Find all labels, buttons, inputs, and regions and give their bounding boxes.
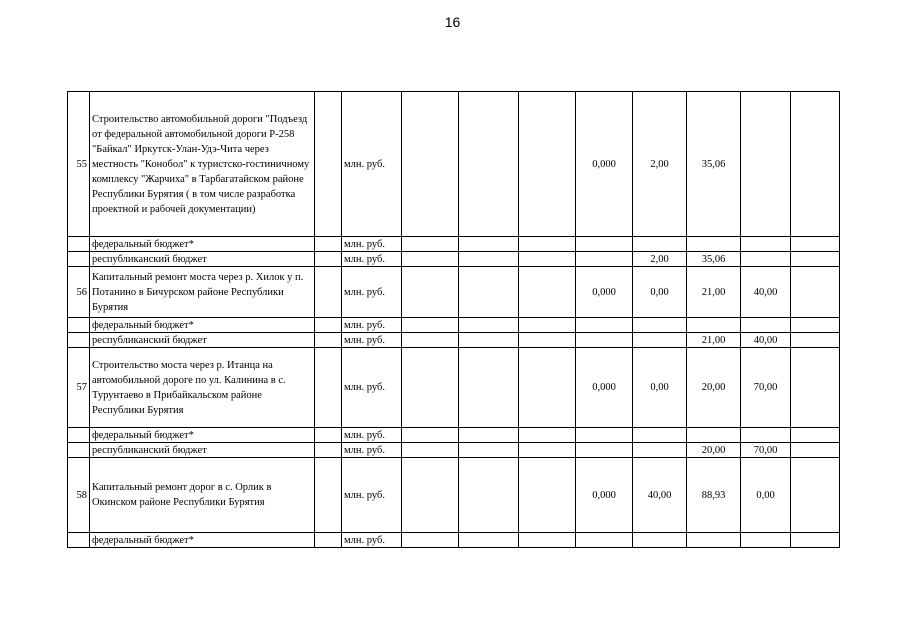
value-cell: [576, 533, 633, 548]
unit-cell: млн. руб.: [342, 267, 402, 318]
value-cell: [402, 267, 459, 318]
value-cell: [402, 237, 459, 252]
value-cell: 21,00: [687, 267, 741, 318]
value-cell: [519, 237, 576, 252]
item-row: [68, 458, 840, 533]
row-name-cell: республиканский бюджет: [90, 333, 315, 348]
value-cell: [459, 267, 519, 318]
empty-cell: [315, 458, 342, 533]
item-row: [68, 267, 840, 318]
item-row: [68, 348, 840, 428]
value-cell: [633, 443, 687, 458]
value-cell: [402, 533, 459, 548]
value-cell: [519, 252, 576, 267]
budget-table: [67, 91, 840, 548]
value-cell: [741, 92, 791, 237]
value-cell: [791, 237, 840, 252]
row-name-cell: Капитальный ремонт моста через р. Хилок у п. Потанино в Бичурском районе Республики Бурятия: [90, 267, 315, 318]
value-cell: [459, 428, 519, 443]
value-cell: [791, 533, 840, 548]
value-cell: [741, 318, 791, 333]
unit-cell: млн. руб.: [342, 458, 402, 533]
value-cell: [687, 237, 741, 252]
value-cell: 0,00: [633, 267, 687, 318]
empty-cell: [315, 443, 342, 458]
row-number-cell: 56: [68, 267, 90, 318]
unit-cell: млн. руб.: [342, 443, 402, 458]
unit-cell: млн. руб.: [342, 318, 402, 333]
value-cell: [741, 237, 791, 252]
row-name-cell: федеральный бюджет*: [90, 428, 315, 443]
value-cell: [791, 443, 840, 458]
value-cell: [791, 267, 840, 318]
value-cell: [633, 533, 687, 548]
value-cell: [459, 443, 519, 458]
row-name-cell: республиканский бюджет: [90, 252, 315, 267]
empty-cell: [315, 267, 342, 318]
value-cell: [402, 333, 459, 348]
row-number-cell: [68, 252, 90, 267]
value-cell: [741, 533, 791, 548]
value-cell: [459, 237, 519, 252]
value-cell: 0,00: [633, 348, 687, 428]
value-cell: [402, 318, 459, 333]
value-cell: 35,06: [687, 92, 741, 237]
value-cell: [519, 92, 576, 237]
unit-cell: млн. руб.: [342, 237, 402, 252]
value-cell: [459, 318, 519, 333]
budget-source-row: [68, 237, 840, 252]
value-cell: [633, 333, 687, 348]
value-cell: [791, 92, 840, 237]
value-cell: [459, 252, 519, 267]
row-number-cell: [68, 237, 90, 252]
value-cell: [741, 252, 791, 267]
empty-cell: [315, 237, 342, 252]
value-cell: [576, 428, 633, 443]
value-cell: 20,00: [687, 443, 741, 458]
value-cell: [791, 428, 840, 443]
value-cell: 21,00: [687, 333, 741, 348]
value-cell: [519, 533, 576, 548]
value-cell: [459, 92, 519, 237]
value-cell: 40,00: [741, 267, 791, 318]
value-cell: [402, 443, 459, 458]
value-cell: [687, 533, 741, 548]
empty-cell: [315, 533, 342, 548]
value-cell: 0,000: [576, 92, 633, 237]
page-number: 16: [444, 14, 461, 30]
budget-source-row: [68, 533, 840, 548]
row-name-cell: федеральный бюджет*: [90, 533, 315, 548]
value-cell: 40,00: [741, 333, 791, 348]
value-cell: [519, 333, 576, 348]
row-name-cell: Строительство моста через р. Итанца на автомобильной дороге по ул. Калинина в с. Турунтаево в Прибайкальском районе Республики Бурятия: [90, 348, 315, 428]
value-cell: [519, 428, 576, 443]
value-cell: 0,000: [576, 458, 633, 533]
value-cell: [687, 428, 741, 443]
value-cell: [576, 443, 633, 458]
row-number-cell: 57: [68, 348, 90, 428]
empty-cell: [315, 428, 342, 443]
value-cell: [791, 458, 840, 533]
value-cell: [791, 252, 840, 267]
value-cell: 70,00: [741, 443, 791, 458]
budget-source-row: [68, 252, 840, 267]
empty-cell: [315, 333, 342, 348]
budget-source-row: [68, 443, 840, 458]
value-cell: [402, 458, 459, 533]
value-cell: 88,93: [687, 458, 741, 533]
value-cell: [459, 533, 519, 548]
value-cell: 35,06: [687, 252, 741, 267]
value-cell: 70,00: [741, 348, 791, 428]
value-cell: [633, 237, 687, 252]
value-cell: 2,00: [633, 252, 687, 267]
row-number-cell: 55: [68, 92, 90, 237]
row-number-cell: [68, 443, 90, 458]
unit-cell: млн. руб.: [342, 92, 402, 237]
value-cell: 0,000: [576, 348, 633, 428]
value-cell: [576, 318, 633, 333]
budget-source-row: [68, 333, 840, 348]
value-cell: [633, 318, 687, 333]
empty-cell: [315, 348, 342, 428]
value-cell: 2,00: [633, 92, 687, 237]
budget-source-row: [68, 428, 840, 443]
value-cell: [519, 318, 576, 333]
empty-cell: [315, 318, 342, 333]
value-cell: [791, 348, 840, 428]
value-cell: [459, 333, 519, 348]
value-cell: 0,000: [576, 267, 633, 318]
value-cell: [519, 443, 576, 458]
row-name-cell: республиканский бюджет: [90, 443, 315, 458]
empty-cell: [315, 92, 342, 237]
value-cell: [633, 428, 687, 443]
value-cell: [576, 333, 633, 348]
row-name-cell: Капитальный ремонт дорог в с. Орлик в Окинском районе Республики Бурятия: [90, 458, 315, 533]
row-number-cell: 58: [68, 458, 90, 533]
value-cell: 0,00: [741, 458, 791, 533]
value-cell: [402, 348, 459, 428]
unit-cell: млн. руб.: [342, 533, 402, 548]
unit-cell: млн. руб.: [342, 348, 402, 428]
unit-cell: млн. руб.: [342, 252, 402, 267]
row-number-cell: [68, 428, 90, 443]
row-number-cell: [68, 318, 90, 333]
value-cell: [519, 267, 576, 318]
budget-source-row: [68, 318, 840, 333]
value-cell: [519, 458, 576, 533]
unit-cell: млн. руб.: [342, 333, 402, 348]
value-cell: 20,00: [687, 348, 741, 428]
value-cell: [519, 348, 576, 428]
value-cell: [459, 458, 519, 533]
row-number-cell: [68, 333, 90, 348]
value-cell: 40,00: [633, 458, 687, 533]
row-number-cell: [68, 533, 90, 548]
value-cell: [402, 428, 459, 443]
value-cell: [687, 318, 741, 333]
empty-cell: [315, 252, 342, 267]
row-name-cell: Строительство автомобильной дороги "Подъезд от федеральной автомобильной дороги Р-258 "Байкал" Иркутск-Улан-Удэ-Чита через местность "Конобол" к туристско-гостиничному комплексу "Жарчиха" в Тарбагатайском районе Республики Бурятия ( в том числе разработка проектной и рабочей документации): [90, 92, 315, 237]
unit-cell: млн. руб.: [342, 428, 402, 443]
value-cell: [741, 428, 791, 443]
row-name-cell: федеральный бюджет*: [90, 237, 315, 252]
value-cell: [791, 318, 840, 333]
value-cell: [459, 348, 519, 428]
value-cell: [576, 252, 633, 267]
row-name-cell: федеральный бюджет*: [90, 318, 315, 333]
value-cell: [791, 333, 840, 348]
item-row: [68, 92, 840, 237]
value-cell: [402, 92, 459, 237]
value-cell: [576, 237, 633, 252]
value-cell: [402, 252, 459, 267]
